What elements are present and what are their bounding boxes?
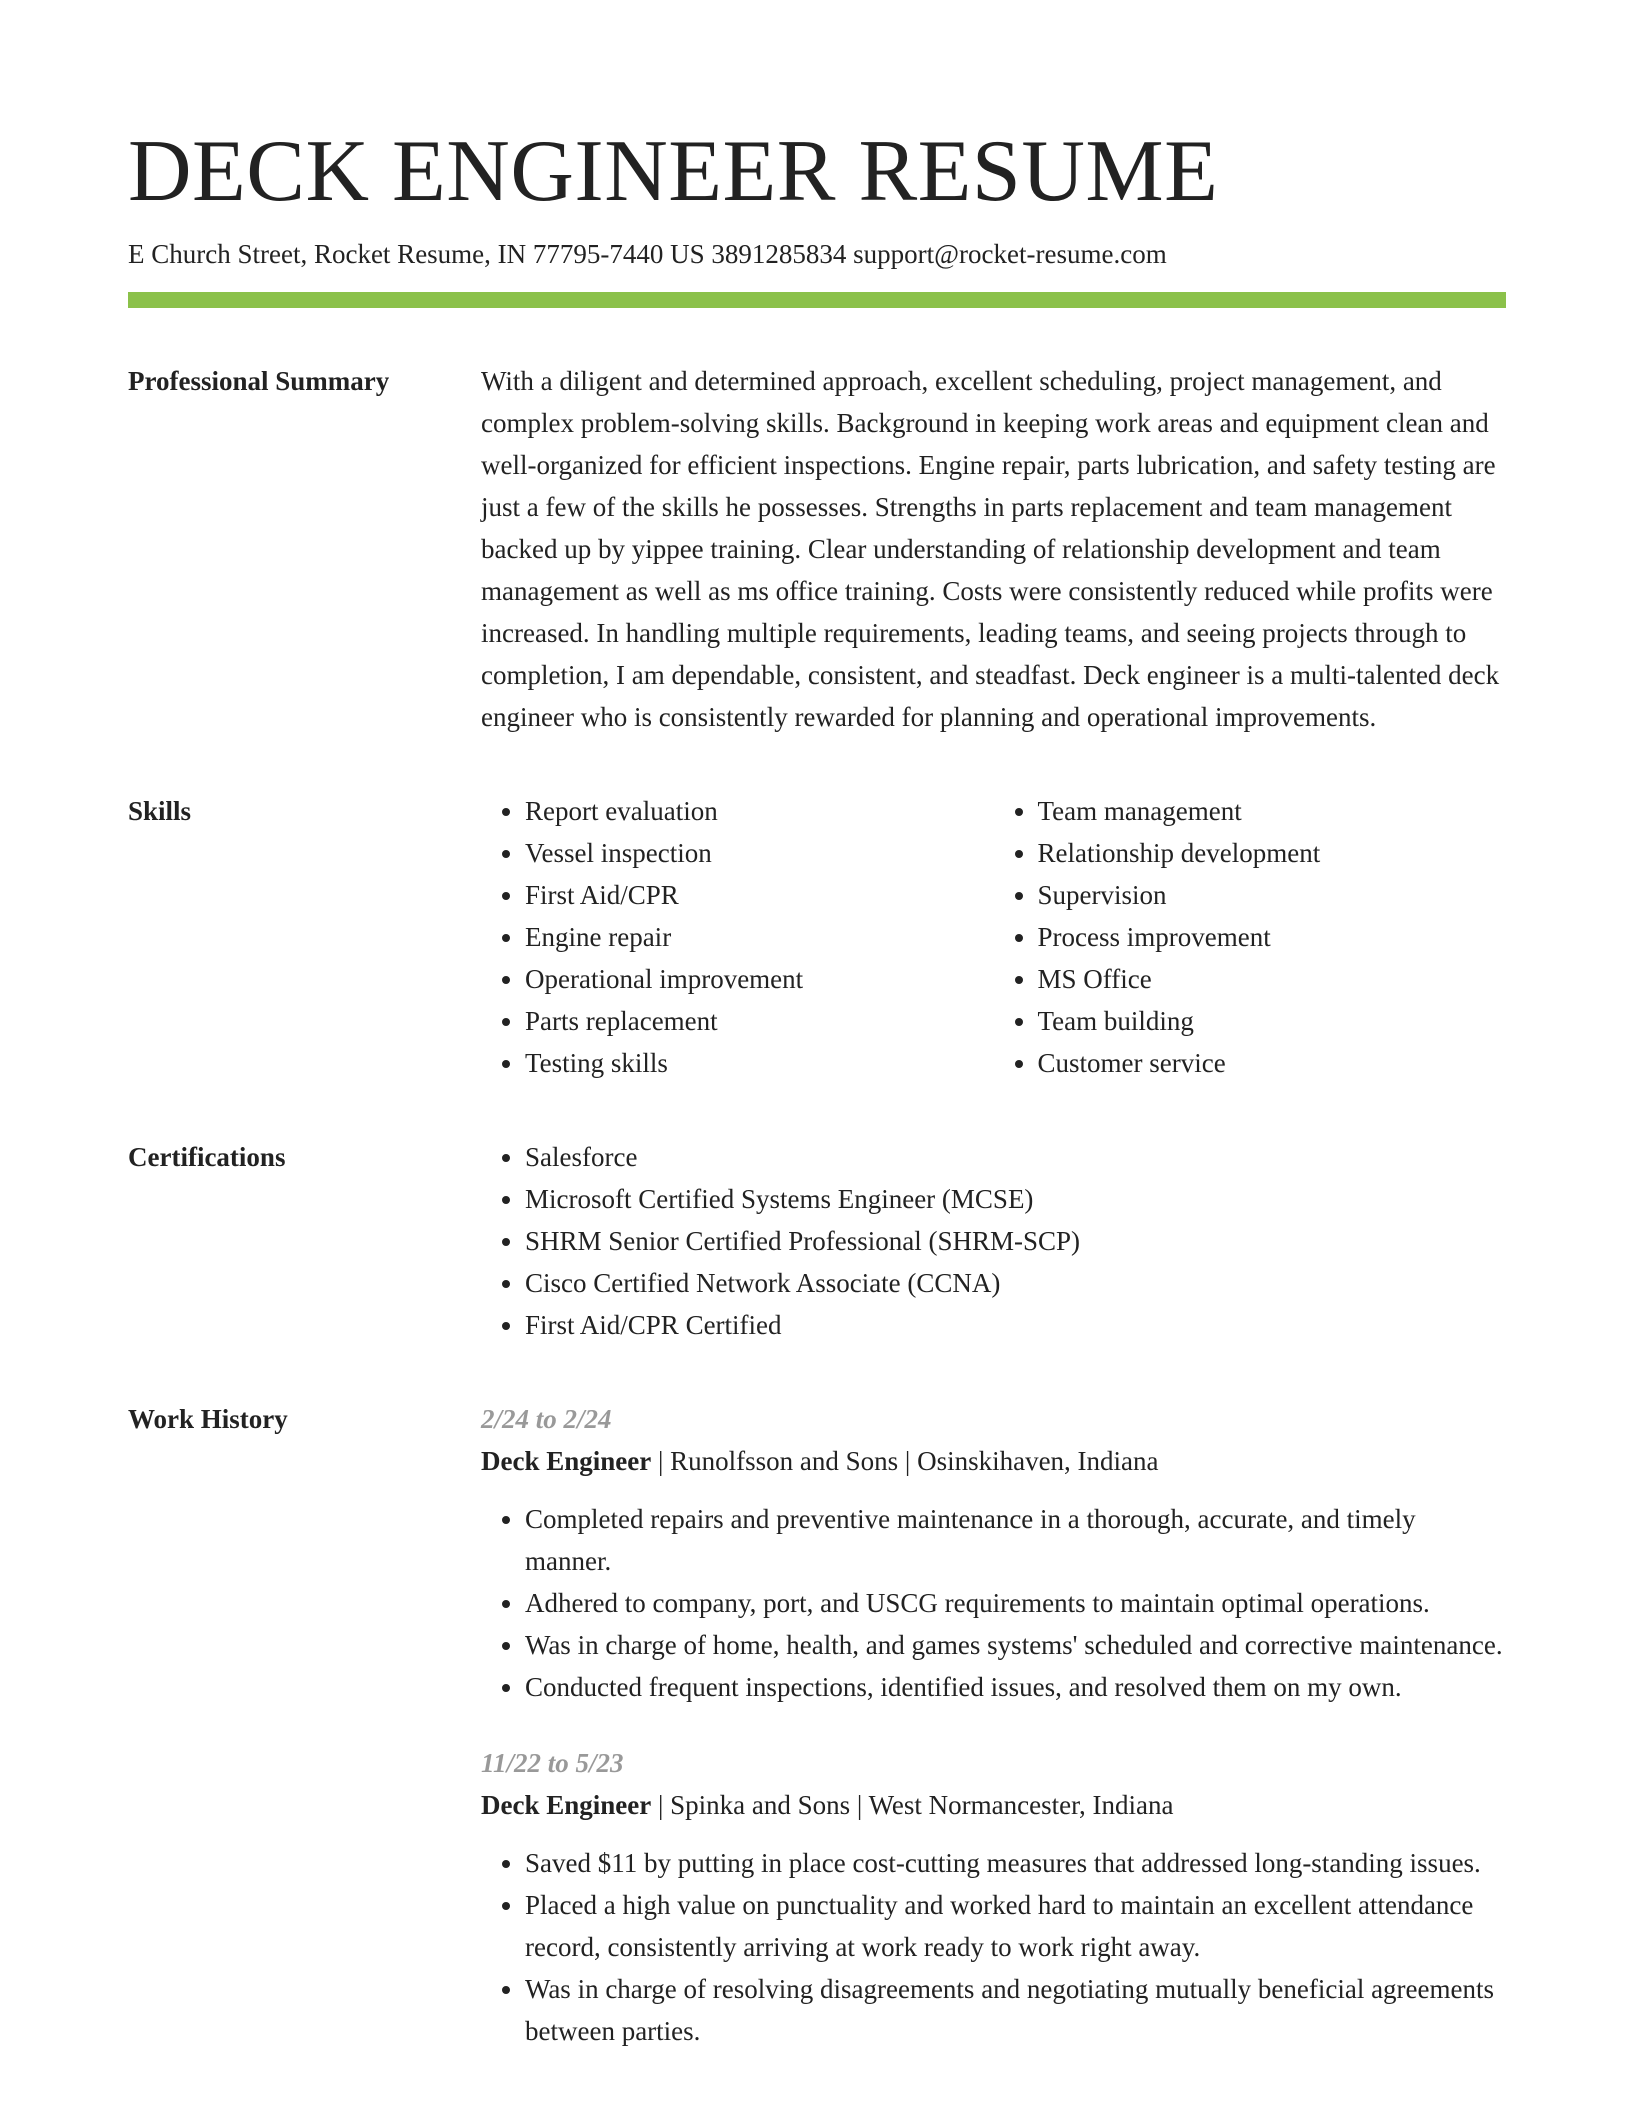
job-location: Osinskihaven, Indiana (917, 1446, 1159, 1476)
job-title: Deck Engineer (481, 1446, 652, 1476)
skill-item: • First Aid/CPR (525, 874, 994, 916)
certifications-section (128, 1136, 1506, 1346)
job-separator: | (651, 1446, 671, 1476)
job-header (481, 1440, 1506, 1482)
job-duty: • Completed repairs and preventive maintenance in a thorough, accurate, and timely manner. (525, 1498, 1506, 1582)
job-duties (481, 1498, 1506, 1708)
job-entry (481, 1398, 1506, 1708)
certifications-body (481, 1136, 1506, 1346)
job-duty: • Was in charge of resolving disagreements and negotiating mutually beneficial agreements between parties. (525, 1968, 1506, 2052)
summary-body (481, 360, 1506, 738)
job-duty: • Conducted frequent inspections, identified issues, and resolved them on my own. (525, 1666, 1506, 1708)
certification-item: • Microsoft Certified Systems Engineer (MCSE) (525, 1178, 1506, 1220)
job-dates: 11/22 to 5/23 (481, 1748, 624, 1778)
job-location: West Normancester, Indiana (868, 1790, 1174, 1820)
contact-phone: 3891285834 (711, 239, 854, 269)
contact-email: support@rocket-resume.com (853, 239, 1167, 269)
job-duty: • Was in charge of home, health, and games systems' scheduled and corrective maintenance. (525, 1624, 1506, 1666)
certifications-heading: Certifications (128, 1142, 286, 1172)
certification-item: • Salesforce (525, 1136, 1506, 1178)
contact-line (128, 234, 1506, 274)
work-history-section (128, 1398, 1506, 2052)
skills-body (481, 790, 1506, 1084)
certification-item: • First Aid/CPR Certified (525, 1304, 1506, 1346)
job-company: Runolfsson and Sons (670, 1446, 899, 1476)
job-entry (481, 1742, 1506, 2052)
skill-item: • Parts replacement (525, 1000, 994, 1042)
skill-item: • Process improvement (1038, 916, 1507, 958)
resume-page (128, 120, 1506, 2052)
certification-item: • SHRM Senior Certified Professional (SHRM-SCP) (525, 1220, 1506, 1262)
skill-item: • Engine repair (525, 916, 994, 958)
skills-section (128, 790, 1506, 1084)
job-duty: • Placed a high value on punctuality and worked hard to maintain an excellent attendance record, consistently arriving at work ready to work right away. (525, 1884, 1506, 1968)
skill-item: • Testing skills (525, 1042, 994, 1084)
job-duty: • Adhered to company, port, and USCG requirements to maintain optimal operations. (525, 1582, 1506, 1624)
skill-item: • Operational improvement (525, 958, 994, 1000)
work-history-heading: Work History (128, 1404, 288, 1434)
skill-item: • Report evaluation (525, 790, 994, 832)
job-header (481, 1784, 1506, 1826)
job-title: Deck Engineer (481, 1790, 652, 1820)
skills-heading: Skills (128, 796, 192, 826)
summary-section (128, 360, 1506, 738)
job-dates: 2/24 to 2/24 (481, 1404, 612, 1434)
job-duty: • Saved $11 by putting in place cost-cutting measures that addressed long-standing issues. (525, 1842, 1506, 1884)
job-separator: | (651, 1790, 671, 1820)
contact-address: E Church Street, Rocket Resume, IN 77795-7440 US (128, 239, 712, 269)
job-company: Spinka and Sons (670, 1790, 851, 1820)
skill-item: • Team management (1038, 790, 1507, 832)
skill-item: • Supervision (1038, 874, 1507, 916)
resume-title: DECK ENGINEER RESUME (128, 123, 1219, 220)
work-history-body (481, 1398, 1506, 2052)
certifications-list (481, 1136, 1506, 1346)
certification-item: • Cisco Certified Network Associate (CCNA) (525, 1262, 1506, 1304)
accent-divider (128, 292, 1506, 308)
job-duties (481, 1842, 1506, 2052)
job-separator: | (850, 1790, 869, 1820)
skill-item: • Vessel inspection (525, 832, 994, 874)
skill-item: • Relationship development (1038, 832, 1507, 874)
skill-item: • Team building (1038, 1000, 1507, 1042)
job-separator: | (898, 1446, 918, 1476)
skill-item: • Customer service (1038, 1042, 1507, 1084)
skill-item: • MS Office (1038, 958, 1507, 1000)
summary-heading: Professional Summary (128, 366, 390, 396)
skills-column-1 (481, 790, 994, 1084)
summary-text: With a diligent and determined approach, excellent scheduling, project management, and complex problem-solving skills. Background in keeping work areas and equipment clean and well-organized for efficient inspections. Engine repair, parts lubrication, and safety testing are just a few of the skills he possesses. Strengths in parts replacement and team management backed up by yippee training. Clear understanding of relationship development and team management as well as ms office training. Costs were consistently reduced while profits were increased. In handling multiple requirements, leading teams, and seeing projects through to completion, I am dependable, consistent, and steadfast. Deck engineer is a multi-talented deck engineer who is consistently rewarded for planning and operational improvements. (481, 366, 1500, 732)
skills-column-2 (994, 790, 1507, 1084)
